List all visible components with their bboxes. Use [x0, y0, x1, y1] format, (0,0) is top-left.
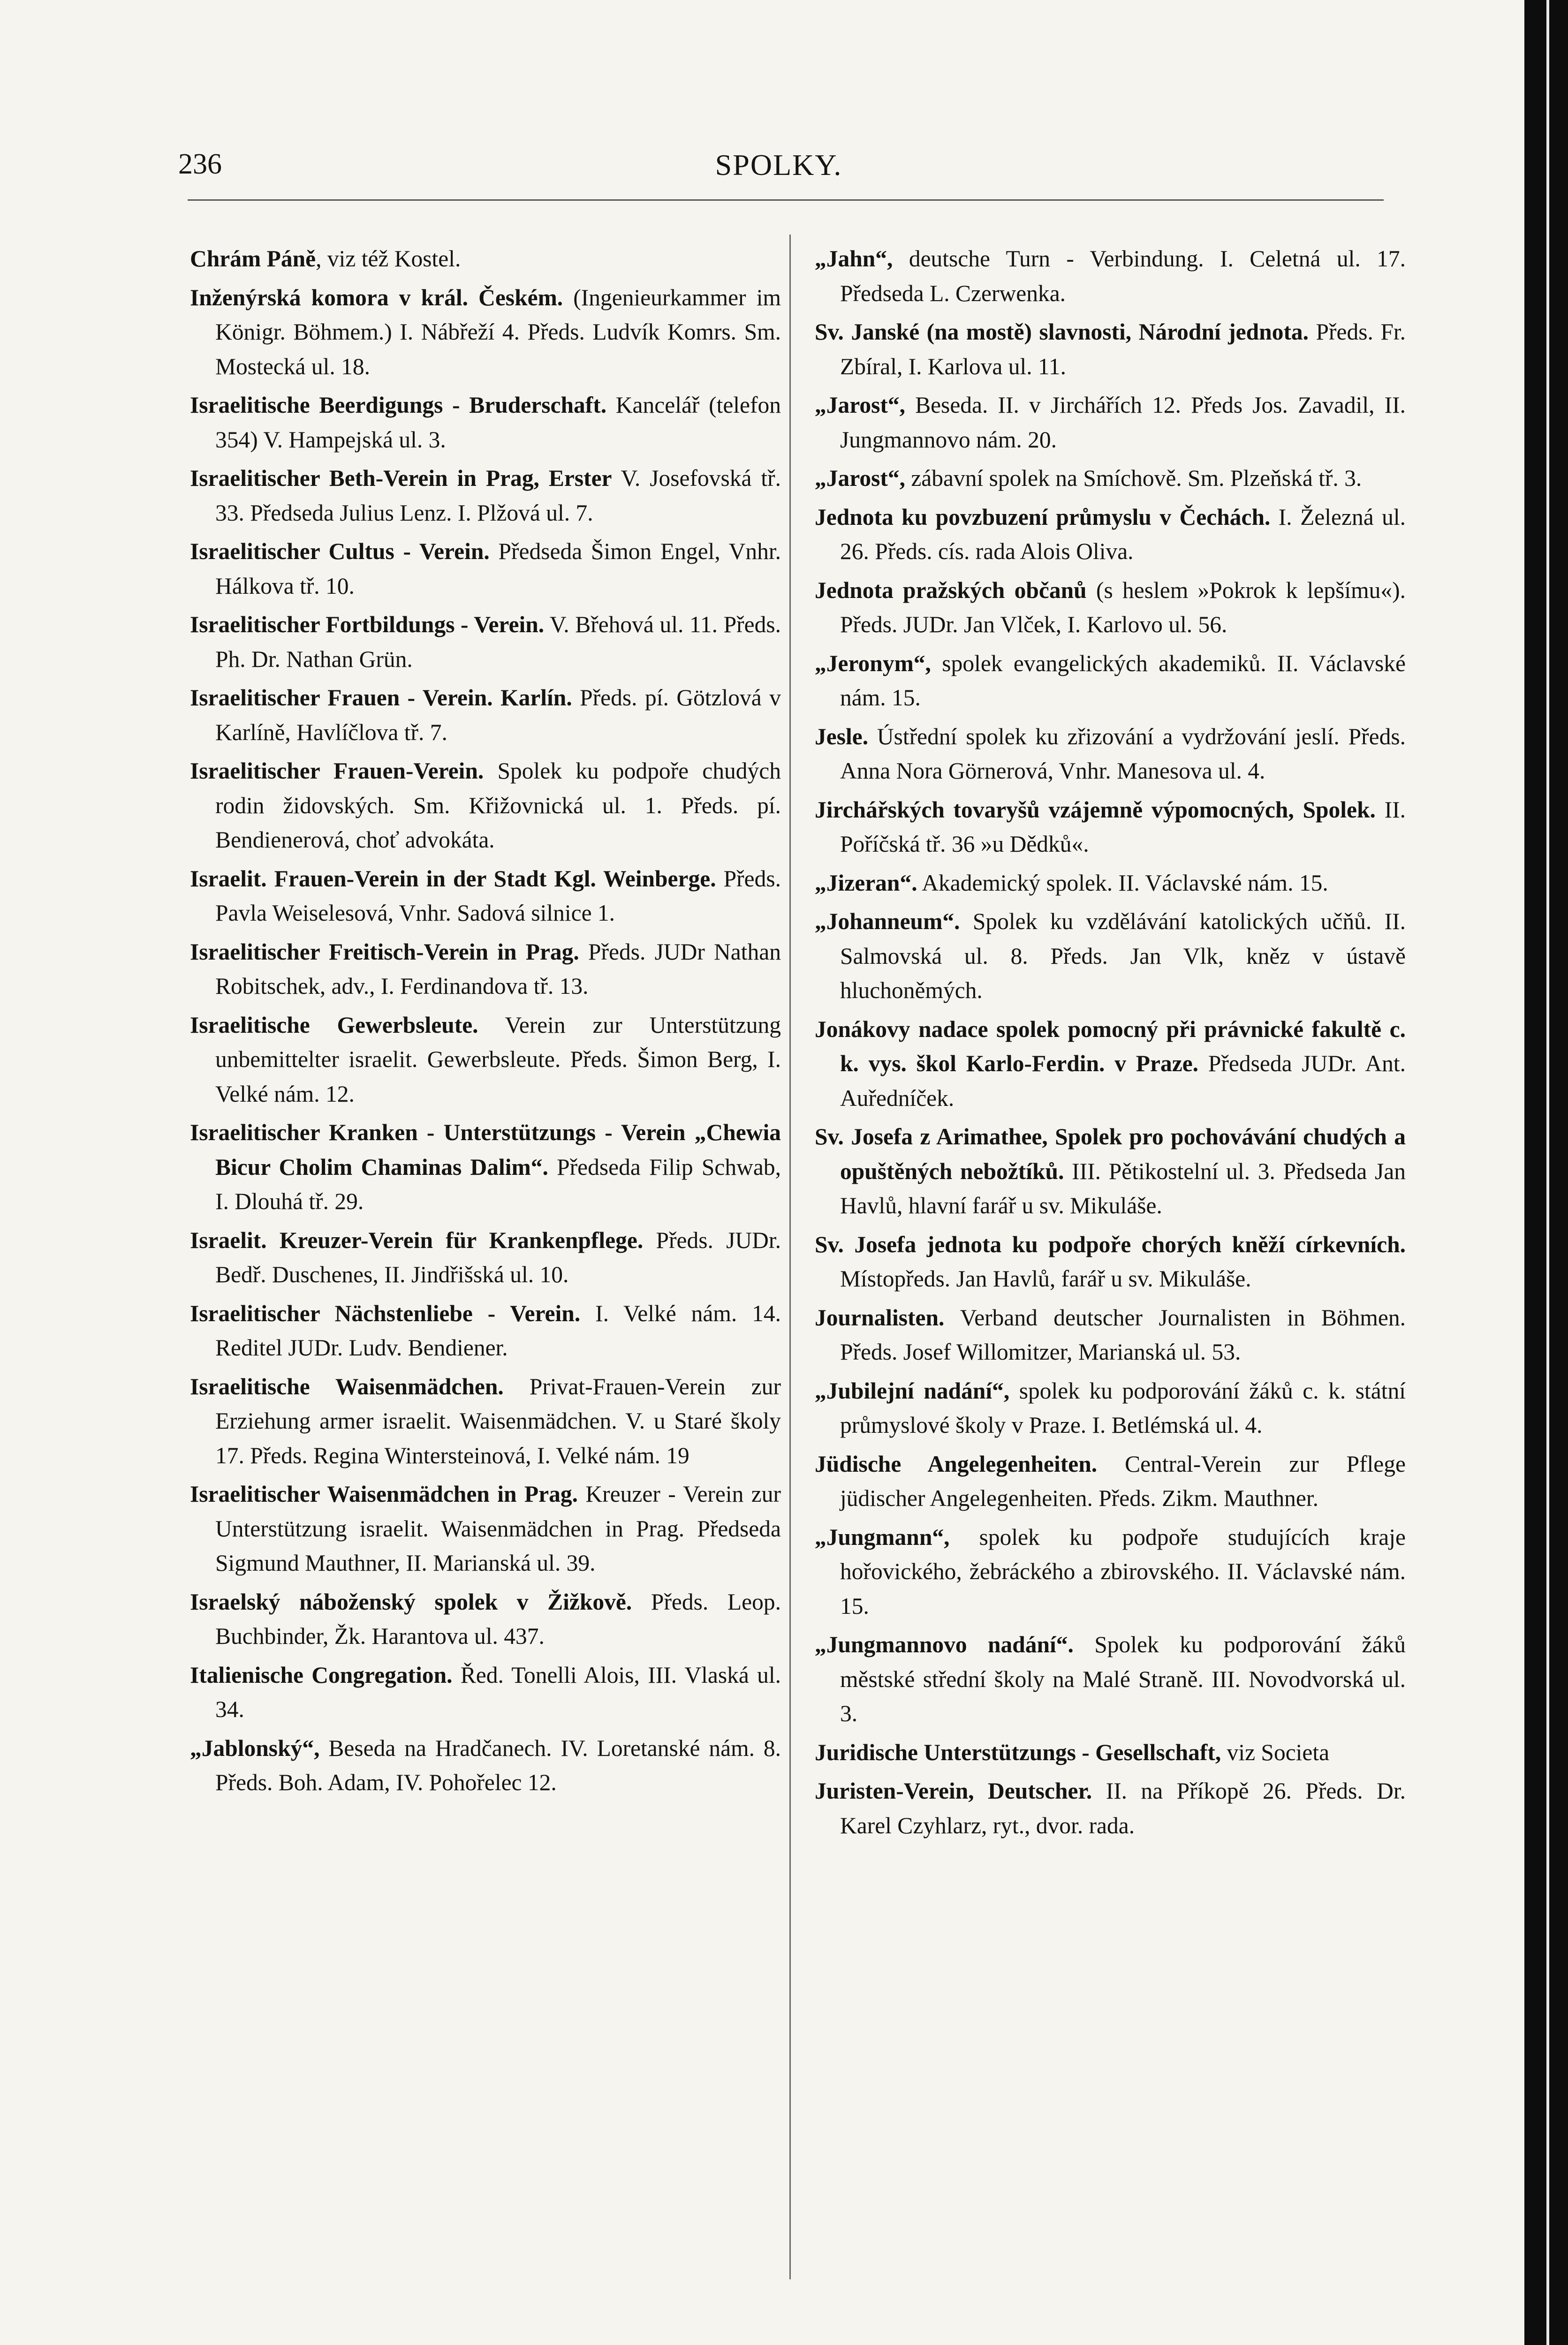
page-number: 236: [178, 148, 222, 180]
directory-entry: [190, 1731, 781, 1800]
directory-entry: [815, 461, 1406, 496]
entry-details: Ústřední spolek ku zřizování a vydržování jeslí. Předs. Anna Nora Görnerová, Vnhr. Manesova ul. 4.: [840, 723, 1406, 784]
entry-details: Central-Verein zur Pflege jüdischer Angelegenheiten. Předs. Zikm. Mauthner.: [840, 1451, 1406, 1511]
left-column: [190, 242, 781, 1804]
entry-details: Privat-Frauen-Verein zur Erziehung armer israelit. Waisenmädchen. V. u Staré školy 17. Předs. Regina Wintersteinová, I. Velké nám. 19: [215, 1373, 781, 1468]
entry-name: Israelit. Frauen-Verein in der Stadt Kgl. Weinberge.: [190, 865, 716, 892]
directory-entry: [190, 242, 781, 276]
entry-name: Israelitischer Frauen - Verein. Karlín.: [190, 685, 572, 711]
entry-name: Israelitischer Frauen-Verein.: [190, 758, 484, 784]
entry-name: Juristen-Verein, Deutscher.: [815, 1778, 1092, 1804]
entry-details: Předseda JUDr. Ant. Auředníček.: [840, 1051, 1406, 1111]
directory-entry: [815, 573, 1406, 642]
entry-name: Jesle.: [815, 723, 869, 749]
entry-details: Spolek ku podpoře chudých rodin židovských. Sm. Křižovnická ul. 1. Předs. pí. Bendienerová, choť advokáta.: [215, 758, 781, 853]
directory-entry: [190, 280, 781, 384]
entry-details: Beseda. II. v Jirchářích 12. Předs Jos. Zavadil, II. Jungmannovo nám. 20.: [840, 392, 1406, 453]
entry-details: Předs. pí. Götzlová v Karlíně, Havlíčlova tř. 7.: [215, 685, 781, 745]
entry-name: „Johanneum“.: [815, 908, 960, 934]
entry-name: Israelitischer Beth-Verein in Prag, Erster: [190, 465, 612, 491]
directory-entry: [815, 904, 1406, 1008]
entry-name: Jednota pražských občanů: [815, 577, 1087, 603]
entry-details: I. Železná ul. 26. Předs. cís. rada Alois Oliva.: [840, 504, 1406, 564]
entry-name: „Jungmannovo nadání“.: [815, 1632, 1074, 1657]
directory-entry: [190, 1008, 781, 1112]
entry-name: Jüdische Angelegenheiten.: [815, 1451, 1098, 1477]
header-rule: [188, 199, 1384, 201]
entry-details: (Ingenieurkammer im Königr. Böhmem.) I. Nábřeží 4. Předs. Ludvík Komrs. Sm. Mostecká ul. 18.: [215, 284, 781, 379]
directory-entry: [815, 719, 1406, 788]
entry-name: „Jeronym“,: [815, 650, 931, 676]
entry-details: Spolek ku vzdělávání katolických učňů. II. Salmovská ul. 8. Předs. Jan Vlk, kněz v ústavě hluchoněmých.: [840, 908, 1406, 1003]
entry-details: V. Josefovská tř. 33. Předseda Julius Lenz. I. Plžová ul. 7.: [215, 465, 781, 526]
entry-details: spolek ku podporování žáků c. k. státní průmyslové školy v Praze. I. Betlémská ul. 4.: [840, 1377, 1406, 1438]
directory-entry: [190, 754, 781, 857]
entry-details: Akademický spolek. II. Václavské nám. 15.: [917, 870, 1328, 896]
directory-entry: [190, 1585, 781, 1654]
entry-name: Italienische Congregation.: [190, 1662, 453, 1688]
entry-name: „Jungmann“,: [815, 1524, 950, 1550]
directory-entry: [190, 1223, 781, 1292]
entry-details: Kreuzer - Verein zur Unterstützung israelit. Waisenmädchen in Prag. Předseda Sigmund Mauthner, II. Marianská ul. 39.: [215, 1481, 781, 1576]
entry-name: „Jizeran“.: [815, 870, 917, 896]
directory-entry: [190, 935, 781, 1004]
entry-details: II. na Příkopě 26. Předs. Dr. Karel Czyhlarz, ryt., dvor. rada.: [840, 1778, 1406, 1838]
entry-name: Sv. Janské (na mostě) slavnosti, Národní jednota.: [815, 319, 1309, 345]
directory-entry: [815, 1227, 1406, 1296]
entry-details: Řed. Tonelli Alois, III. Vlaská ul. 34.: [215, 1662, 781, 1722]
entry-details: V. Břehová ul. 11. Předs. Ph. Dr. Nathan Grün.: [215, 612, 781, 672]
entry-details: Spolek ku podporování žáků městské střední školy na Malé Straně. III. Novodvorská ul. 3.: [840, 1632, 1406, 1726]
entry-name: Israelitische Gewerbsleute.: [190, 1012, 478, 1038]
directory-entry: [815, 1374, 1406, 1443]
directory-entry: [815, 1774, 1406, 1843]
entry-name: Israelitischer Fortbildungs - Verein.: [190, 612, 545, 637]
entry-details: Kancelář (telefon 354) V. Hampejská ul. 3.: [215, 392, 781, 453]
entry-details: zábavní spolek na Smíchově. Sm. Plzeňská tř. 3.: [905, 465, 1362, 491]
entry-name: Jednota ku povzbuzení průmyslu v Čechách.: [815, 504, 1271, 530]
entry-details: Předs. Leop. Buchbinder, Žk. Harantova ul. 437.: [215, 1589, 781, 1649]
entry-name: „Jarost“,: [815, 392, 905, 418]
running-title: SPOLKY.: [715, 148, 842, 182]
directory-entry: [190, 1658, 781, 1727]
entry-name: Israelitische Waisenmädchen.: [190, 1373, 504, 1399]
directory-entry: [190, 534, 781, 603]
entry-name: Jonákovy nadace spolek pomocný při právnické fakultě c. k. vys. škol Karlo-Ferdin. v Praze.: [815, 1016, 1406, 1076]
entry-details: Předs. Fr. Zbíral, I. Karlova ul. 11.: [840, 319, 1406, 379]
entry-details: spolek ku podpoře studujících kraje hořovického, žebráckého a zbirovského. II. Václavské nám. 15.: [840, 1524, 1406, 1619]
entry-details: Předs. JUDr. Bedř. Duschenes, II. Jindřišská ul. 10.: [215, 1227, 781, 1287]
directory-entry: [815, 1012, 1406, 1116]
directory-entry: [815, 1301, 1406, 1369]
column-divider: [789, 234, 791, 2279]
entry-name: Juridische Unterstützungs - Gesellschaft,: [815, 1739, 1221, 1765]
directory-entry: [815, 646, 1406, 715]
entry-details: Verband deutscher Journalisten in Böhmen. Předs. Josef Willomitzer, Marianská ul. 53.: [840, 1304, 1406, 1365]
directory-entry: [815, 1447, 1406, 1516]
directory-entry: [815, 1627, 1406, 1731]
directory-entry: [815, 388, 1406, 457]
entry-name: Journalisten.: [815, 1304, 945, 1331]
entry-name: Chrám Páně: [190, 246, 316, 272]
entry-name: Israelitischer Freitisch-Verein in Prag.: [190, 938, 579, 965]
directory-entry: [815, 793, 1406, 862]
entry-details: I. Velké nám. 14. Reditel JUDr. Ludv. Bendiener.: [215, 1300, 781, 1361]
entry-name: Jirchářských tovaryšů vzájemně výpomocných, Spolek.: [815, 796, 1376, 823]
entry-name: „Jahn“,: [815, 246, 893, 272]
right-column: [815, 242, 1406, 1847]
entry-name: Israelský náboženský spolek v Žižkově.: [190, 1589, 632, 1615]
directory-entry: [815, 1520, 1406, 1624]
entry-name: Israelit. Kreuzer-Verein für Krankenpflege.: [190, 1227, 644, 1253]
entry-name: Israelitischer Waisenmädchen in Prag.: [190, 1481, 578, 1507]
directory-entry: [190, 1477, 781, 1581]
entry-name: Sv. Josefa z Arimathee, Spolek pro pochovávání chudých a opuštěných nebožtíků.: [815, 1124, 1406, 1184]
directory-entry: [190, 388, 781, 457]
entry-name: Sv. Josefa jednota ku podpoře chorých kněží církevních.: [815, 1231, 1406, 1257]
entry-details: II. Poříčská tř. 36 »u Dědků«.: [840, 796, 1406, 857]
entry-name: „Jubilejní nadání“,: [815, 1377, 1010, 1404]
entry-details: (s heslem »Pokrok k lepšímu«). Předs. JUDr. Jan Vlček, I. Karlovo ul. 56.: [840, 577, 1406, 637]
entry-details: Předs. Pavla Weiselesová, Vnhr. Sadová silnice 1.: [215, 865, 781, 926]
entry-details: viz Societa: [1221, 1739, 1330, 1765]
entry-details: Předseda Filip Schwab, I. Dlouhá tř. 29.: [215, 1154, 781, 1214]
entry-details: spolek evangelických akademiků. II. Václavské nám. 15.: [840, 650, 1406, 711]
directory-entry: [815, 866, 1406, 900]
page-header: [178, 148, 1379, 199]
entry-details: Předseda Šimon Engel, Vnhr. Hálkova tř. 10.: [215, 538, 781, 599]
directory-entry: [190, 607, 781, 676]
entry-name: Israelitische Beerdigungs - Bruderschaft.: [190, 392, 607, 418]
directory-entry: [190, 1369, 781, 1473]
entry-details: Místopředs. Jan Havlů, farář u sv. Mikuláše.: [840, 1266, 1251, 1292]
page-edge-line: [1546, 0, 1549, 2345]
entry-details: Verein zur Unterstützung unbemittelter israelit. Gewerbsleute. Předs. Šimon Berg, I. Velké nám. 12.: [215, 1012, 781, 1107]
directory-entry: [815, 315, 1406, 384]
directory-entry: [190, 1115, 781, 1219]
directory-entry: [815, 1120, 1406, 1223]
entry-details: deutsche Turn - Verbindung. I. Celetná ul. 17. Předseda L. Czerwenka.: [840, 246, 1406, 306]
directory-entry: [190, 681, 781, 749]
entry-details: , viz též Kostel.: [316, 246, 461, 272]
entry-name: „Jablonský“,: [190, 1735, 320, 1761]
directory-entry: [815, 1735, 1406, 1770]
entry-name: Israelitischer Kranken - Unterstützungs - Verein „Chewia Bicur Cholim Chaminas Dalim“.: [190, 1120, 781, 1180]
entry-name: Israelitischer Nächstenliebe - Verein.: [190, 1300, 581, 1326]
entry-details: Beseda na Hradčanech. IV. Loretanské nám. 8. Předs. Boh. Adam, IV. Pohořelec 12.: [215, 1735, 781, 1795]
directory-entry: [815, 500, 1406, 569]
directory-entry: [815, 242, 1406, 310]
entry-name: Inženýrská komora v král. Českém.: [190, 284, 563, 310]
entry-name: Israelitischer Cultus - Verein.: [190, 538, 490, 564]
directory-entry: [190, 1296, 781, 1365]
entry-details: Předs. JUDr Nathan Robitschek, adv., I. Ferdinandova tř. 13.: [215, 938, 781, 999]
entry-details: III. Pětikostelní ul. 3. Předseda Jan Havlů, hlavní farář u sv. Mikuláše.: [840, 1158, 1406, 1218]
entry-name: „Jarost“,: [815, 465, 905, 491]
directory-entry: [190, 461, 781, 530]
directory-entry: [190, 862, 781, 930]
